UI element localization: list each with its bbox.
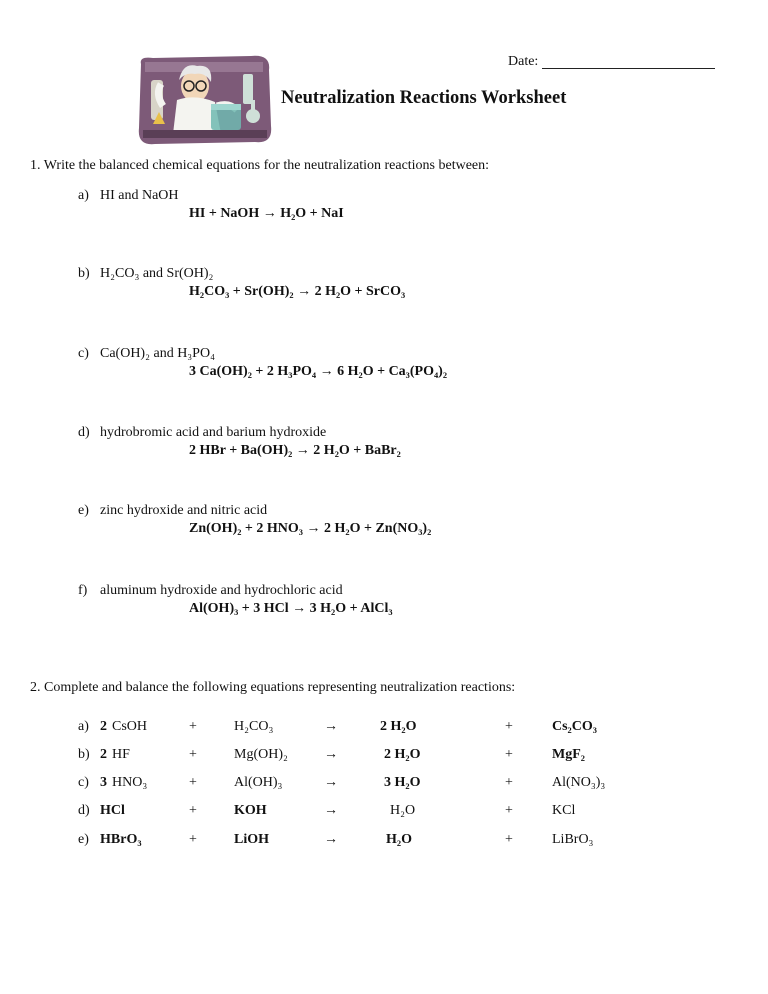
q2-row-acid: HBrO₃ [100,832,142,847]
q2-row-reactant: LiOH [234,832,270,847]
q2-row-plus: + [189,775,197,790]
q2-row-water: H₂O [390,803,416,818]
q2-row-coefficient: 3 [100,775,107,790]
q1-item-letter: f) [78,583,88,598]
q2-row-plus: + [189,803,197,818]
q1-item-reactants: Ca(OH)₂ and H₃PO₄ [100,346,215,361]
q1-item-letter: e) [78,503,89,518]
q1-item-letter: d) [78,425,90,440]
q2-row-arrow: → [324,775,338,790]
q2-row-water: H₂O [386,832,412,847]
date-label: Date: [508,54,539,69]
q2-row-plus: + [505,747,513,762]
q2-row-letter: b) [78,747,90,762]
q1-item-answer: Zn(OH)₂ + 2 HNO₃ → 2 H₂O + Zn(NO₃)₂ [189,521,432,536]
q1-item-letter: c) [78,346,89,361]
q1-item-answer: Al(OH)₃ + 3 HCl → 3 H₂O + AlCl₃ [189,601,393,616]
q2-row-salt: LiBrO₃ [552,832,594,847]
q2-row-water: 2 H₂O [384,747,421,762]
q2-row-plus: + [505,719,513,734]
q2-row-salt: KCl [552,803,576,818]
q2-row-letter: c) [78,775,89,790]
q2-row-reactant: H₂CO₃ [234,719,274,734]
q2-row-salt: Al(NO₃)₃ [552,775,606,790]
q2-equation-row [0,747,768,765]
q1-item-letter: a) [78,188,89,203]
q1-item-answer: HI + NaOH → H₂O + NaI [189,206,344,221]
q2-equation-row [0,719,768,737]
q2-row-plus: + [189,832,197,847]
q1-item-reactants: HI and NaOH [100,188,179,203]
q1-item-letter: b) [78,266,90,281]
q1-item-answer: 2 HBr + Ba(OH)₂ → 2 H₂O + BaBr₂ [189,443,401,458]
q2-row-letter: a) [78,719,89,734]
q2-row-arrow: → [324,832,338,847]
q2-row-water: 3 H₂O [384,775,421,790]
q2-row-arrow: → [324,803,338,818]
q2-row-reactant: Mg(OH)₂ [234,747,288,762]
q2-row-reactant: Al(OH)₃ [234,775,283,790]
q2-row-plus: + [505,832,513,847]
question-1-prompt: 1. Write the balanced chemical equations for the neutralization reactions between: [30,158,490,173]
q2-row-arrow: → [324,747,338,762]
q1-item-reactants: aluminum hydroxide and hydrochloric acid [100,583,343,598]
q2-row-letter: d) [78,803,90,818]
q2-row-acid: HF [112,747,130,762]
q2-row-plus: + [189,747,197,762]
page-title: Neutralization Reactions Worksheet [281,88,567,108]
q1-item-answer: H₂CO₃ + Sr(OH)₂ → 2 H₂O + SrCO₃ [189,284,406,299]
q2-row-coefficient: 2 [100,719,107,734]
q1-item-reactants: H₂CO₃ and Sr(OH)₂ [100,266,214,281]
date-input-line[interactable] [542,68,715,69]
q2-row-acid: HNO₃ [112,775,148,790]
q2-equation-row [0,832,768,850]
q2-row-plus: + [189,719,197,734]
q2-row-salt: Cs₂CO₃ [552,719,597,734]
q2-equation-row [0,803,768,821]
q2-row-acid: CsOH [112,719,148,734]
q2-row-plus: + [505,775,513,790]
q1-item-reactants: zinc hydroxide and nitric acid [100,503,268,518]
q2-row-plus: + [505,803,513,818]
q2-row-coefficient: 2 [100,747,107,762]
q2-equation-row [0,775,768,793]
q1-item-answer: 3 Ca(OH)₂ + 2 H₃PO₄ → 6 H₂O + Ca₃(PO₄)₂ [189,364,448,379]
scientist-lab-clipart-icon [133,54,275,146]
q2-row-arrow: → [324,719,338,734]
q2-row-letter: e) [78,832,89,847]
q2-row-acid: HCl [100,803,125,818]
q1-item-reactants: hydrobromic acid and barium hydroxide [100,425,327,440]
q2-row-salt: MgF₂ [552,747,585,762]
q2-row-water: 2 H₂O [380,719,417,734]
question-2-prompt: 2. Complete and balance the following equations representing neutralization reactions: [30,680,516,695]
q2-row-reactant: KOH [234,803,267,818]
